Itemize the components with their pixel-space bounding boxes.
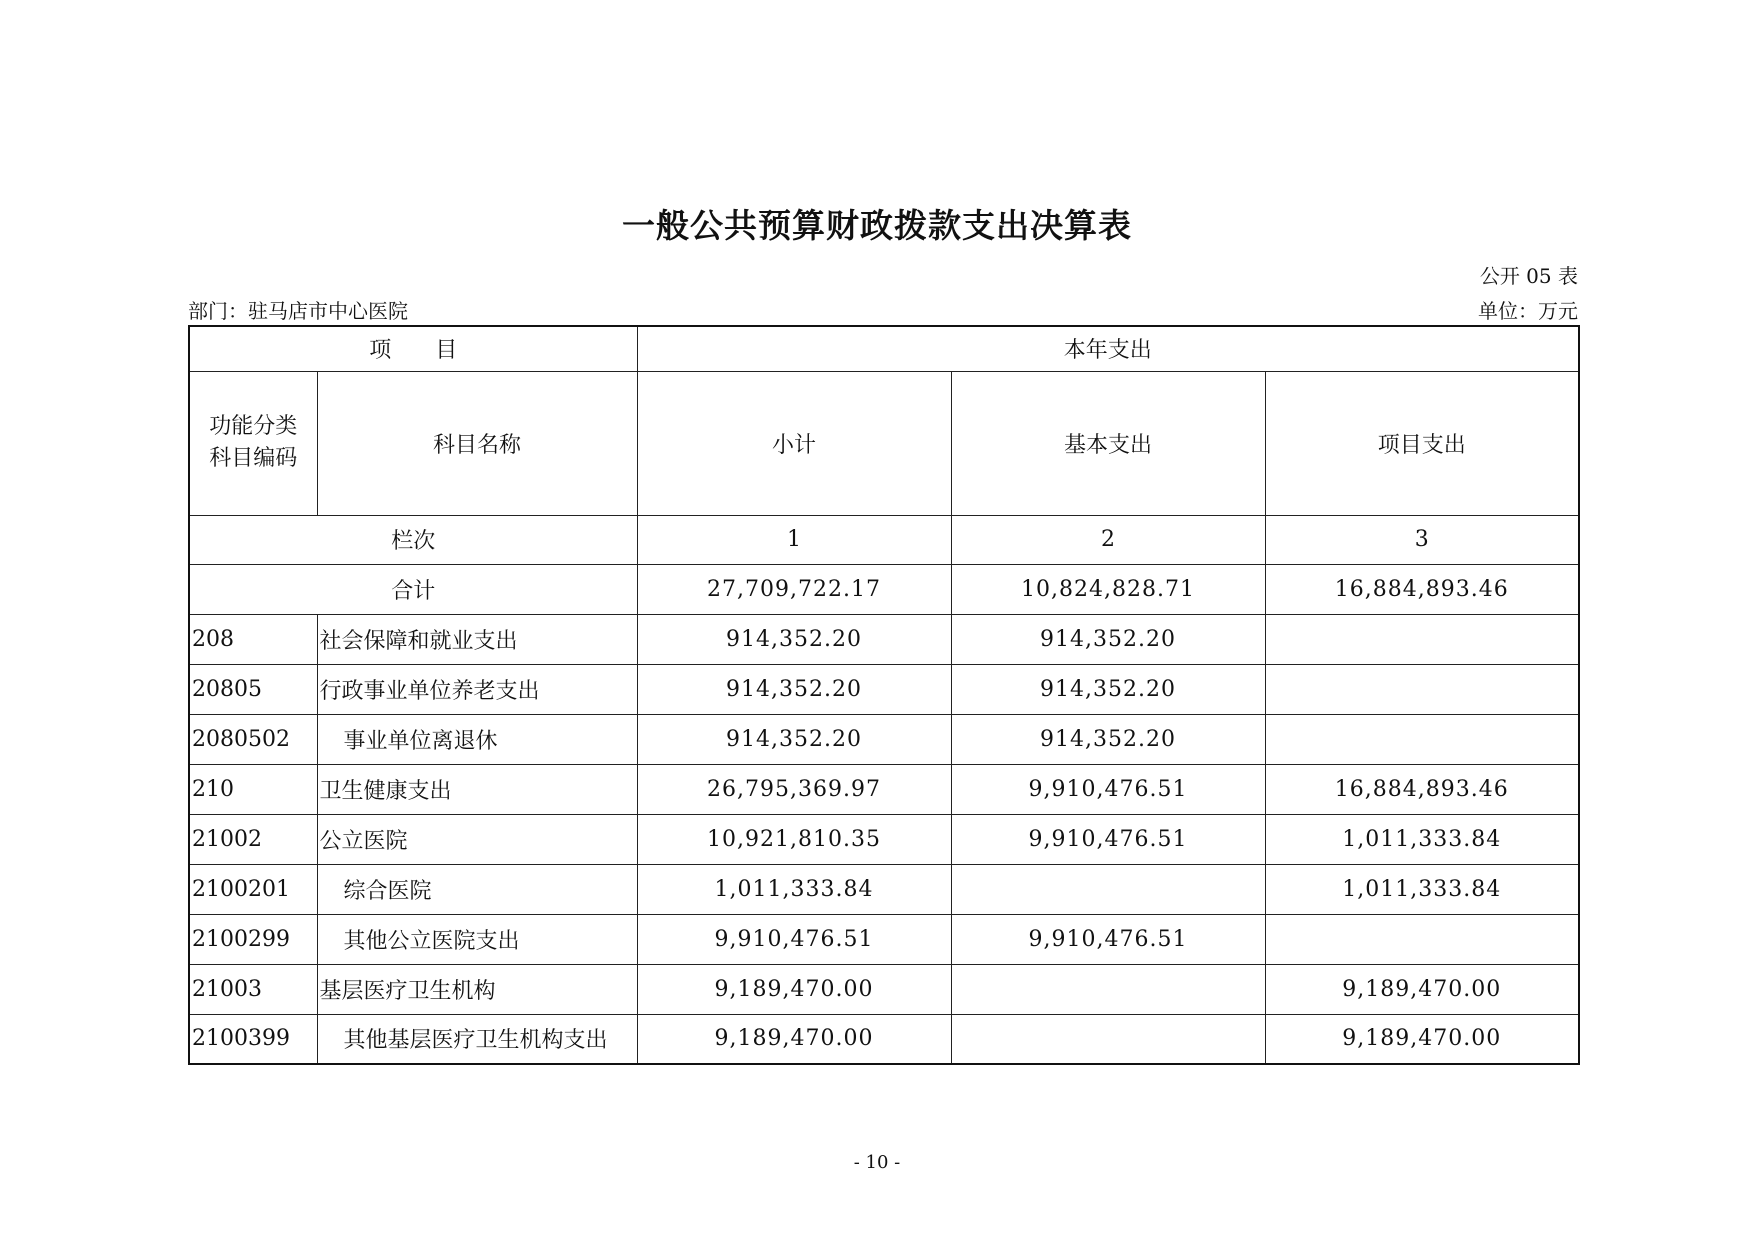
table-row (189, 664, 1579, 714)
table-row (189, 1014, 1579, 1064)
row-project (1265, 914, 1579, 964)
row-subtotal: 26,795,369.97 (637, 764, 951, 814)
row-name: 其他公立医院支出 (317, 914, 637, 964)
row-basic: 914,352.20 (951, 664, 1265, 714)
row-project: 1,011,333.84 (1265, 864, 1579, 914)
header-basic-col: 基本支出 (951, 371, 1265, 515)
row-project (1265, 664, 1579, 714)
row-code: 208 (189, 614, 317, 664)
row-subtotal: 914,352.20 (637, 714, 951, 764)
row-subtotal: 9,189,470.00 (637, 964, 951, 1014)
row-index-2: 2 (951, 515, 1265, 564)
total-subtotal: 27,709,722.17 (637, 564, 951, 614)
row-index-1: 1 (637, 515, 951, 564)
total-basic: 10,824,828.71 (951, 564, 1265, 614)
row-subtotal: 10,921,810.35 (637, 814, 951, 864)
table-row (189, 914, 1579, 964)
header-current-year: 本年支出 (637, 326, 1579, 371)
table-row (189, 764, 1579, 814)
row-project (1265, 614, 1579, 664)
row-basic: 914,352.20 (951, 614, 1265, 664)
page-number: - 10 - (853, 1152, 901, 1173)
header-subtotal-col: 小计 (637, 371, 951, 515)
row-subtotal: 1,011,333.84 (637, 864, 951, 914)
row-name: 其他基层医疗卫生机构支出 (317, 1014, 637, 1064)
row-basic: 914,352.20 (951, 714, 1265, 764)
header-row-top (189, 326, 1579, 371)
row-name: 事业单位离退休 (317, 714, 637, 764)
row-index (189, 515, 1579, 564)
row-basic: 9,910,476.51 (951, 914, 1265, 964)
header-item: 项 目 (189, 326, 637, 371)
row-basic (951, 964, 1265, 1014)
row-name: 行政事业单位养老支出 (317, 664, 637, 714)
row-code: 2080502 (189, 714, 317, 764)
row-project (1265, 714, 1579, 764)
unit-label: 单位：万元 (1478, 299, 1578, 323)
row-project: 16,884,893.46 (1265, 764, 1579, 814)
table-row (189, 614, 1579, 664)
row-code: 2100399 (189, 1014, 317, 1064)
row-subtotal: 9,910,476.51 (637, 914, 951, 964)
table-row (189, 714, 1579, 764)
total-project: 16,884,893.46 (1265, 564, 1579, 614)
table-row (189, 964, 1579, 1014)
department-label: 部门：驻马店市中心医院 (188, 299, 408, 323)
header-name-col: 科目名称 (317, 371, 637, 515)
row-subtotal: 914,352.20 (637, 664, 951, 714)
table-row (189, 864, 1579, 914)
row-basic: 9,910,476.51 (951, 814, 1265, 864)
row-project: 1,011,333.84 (1265, 814, 1579, 864)
row-code: 2100201 (189, 864, 317, 914)
header-code-col-text: 功能分类科目编码 (209, 414, 298, 471)
total-row (189, 564, 1579, 614)
row-index-label: 栏次 (189, 515, 637, 564)
row-code: 21003 (189, 964, 317, 1014)
page-title: 一般公共预算财政拨款支出决算表 (622, 206, 1132, 245)
header-row-columns (189, 371, 1579, 515)
row-subtotal: 914,352.20 (637, 614, 951, 664)
row-code: 21002 (189, 814, 317, 864)
row-name: 社会保障和就业支出 (317, 614, 637, 664)
row-project: 9,189,470.00 (1265, 1014, 1579, 1064)
row-name: 卫生健康支出 (317, 764, 637, 814)
budget-table (188, 325, 1580, 1065)
row-basic (951, 1014, 1265, 1064)
row-code: 20805 (189, 664, 317, 714)
row-basic: 9,910,476.51 (951, 764, 1265, 814)
header-code-col (189, 371, 317, 515)
row-code: 2100299 (189, 914, 317, 964)
row-name: 基层医疗卫生机构 (317, 964, 637, 1014)
header-project-col: 项目支出 (1265, 371, 1579, 515)
row-index-3: 3 (1265, 515, 1579, 564)
row-subtotal: 9,189,470.00 (637, 1014, 951, 1064)
row-code: 210 (189, 764, 317, 814)
form-code: 公开 05 表 (1479, 264, 1578, 288)
row-project: 9,189,470.00 (1265, 964, 1579, 1014)
total-label: 合计 (189, 564, 637, 614)
row-basic (951, 864, 1265, 914)
row-name: 综合医院 (317, 864, 637, 914)
row-name: 公立医院 (317, 814, 637, 864)
table-row (189, 814, 1579, 864)
